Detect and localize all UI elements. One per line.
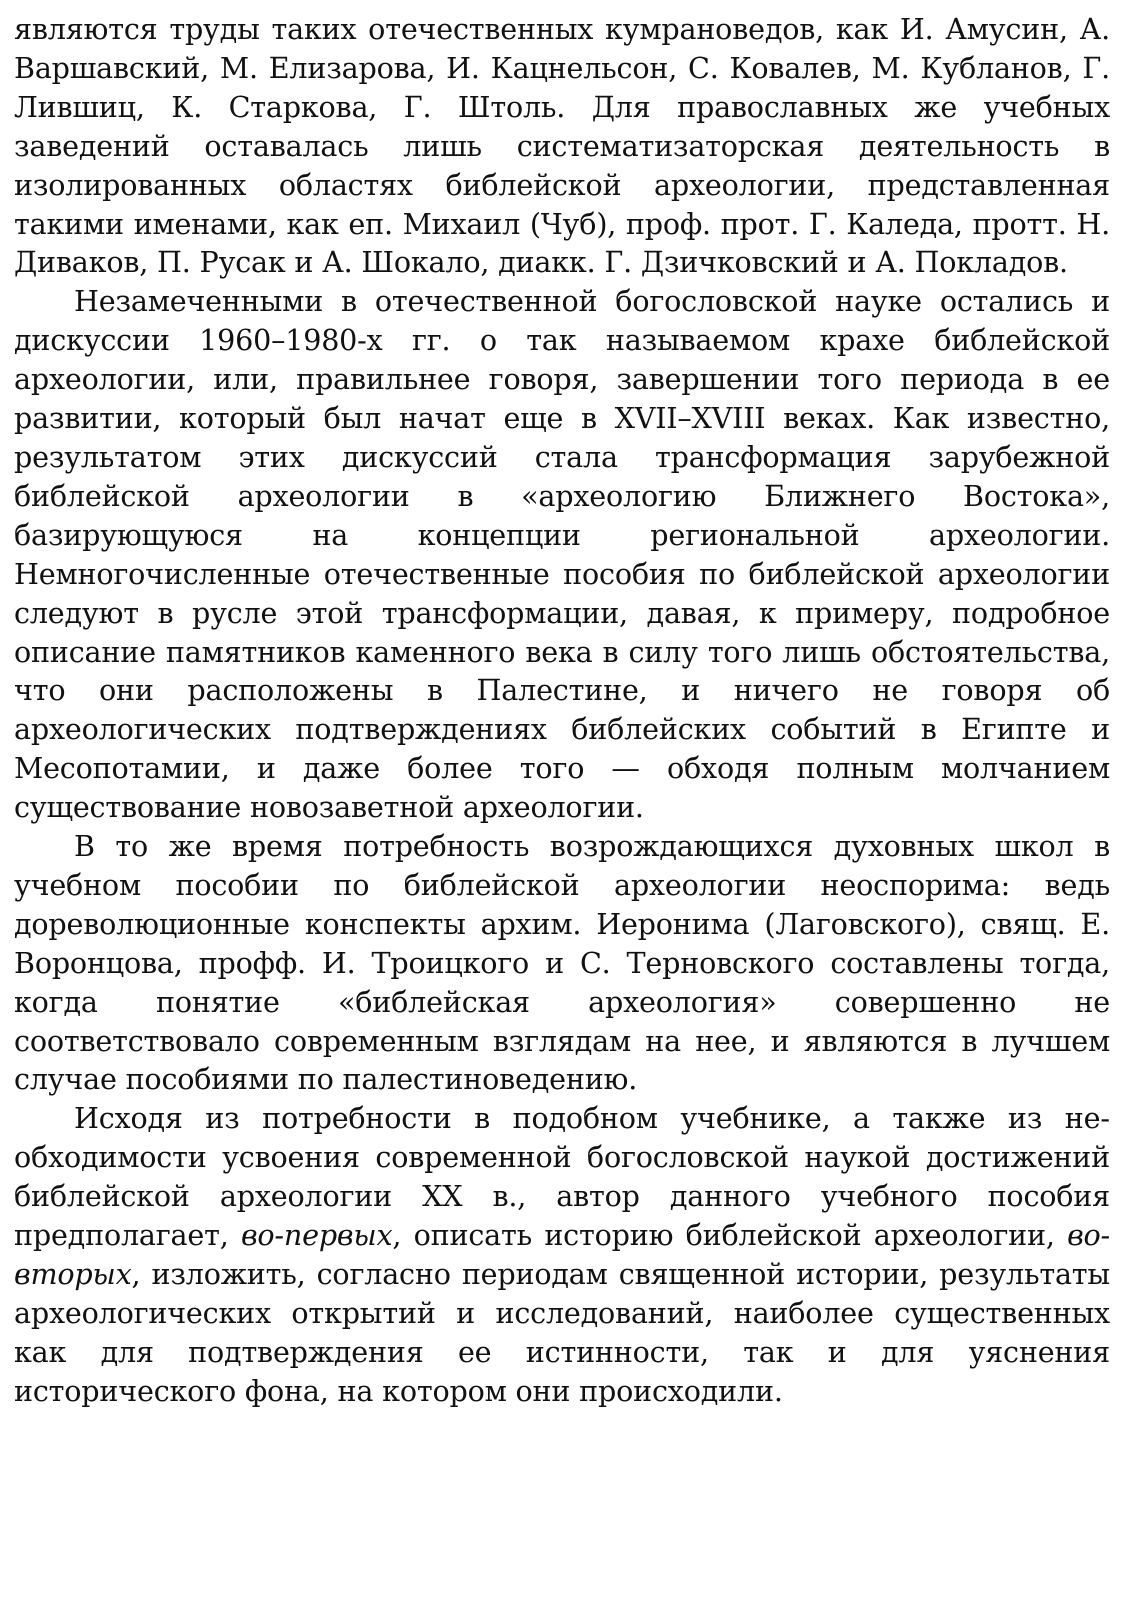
paragraph-4 [14,1099,1110,1410]
paragraph-3 [14,827,1110,1099]
paragraph-4-text-start: Исходя из потребности в подобном учебнике, а также из необходимости усвоения современной богословской наукой достижений библейской археологии XX в., автор данного учебного пособия предполагает, [14,1101,1110,1253]
paragraph-2-text: Незамеченными в отечественной богословской науке остались и дискуссии 1960–1980-х гг. о так называемом крахе библейской археологии, или, правильнее говоря, завершении того периода в ее развитии, который был начат еще в XVII–XVIII веках. Как известно, результатом этих дискуссий стала трансформация зарубежной библейской археологии в «археологию Ближнего Востока», базирующуюся на концепции региональной археологии. Немногочисленные отечественные пособия по библейской археологии следуют в русле этой трансформации, давая, к примеру, подробное описание памятников каменного века в силу того лишь обстоятельства, что они расположены в Палестине, и ничего не говоря об археологических подтверждениях библейских событий в Египте и Месопотамии, и даже более того — обходя полным молчанием существование новозаветной археологии. [14,284,1110,825]
paragraph-4-text-middle: , описать историю библейской археологии, [392,1218,1068,1253]
paragraph-4-italic-first: во-первых [240,1218,393,1253]
paragraph-3-text: В то же время потребность возрождающихся духовных школ в учебном пособии по библейской археологии неоспорима: ведь дореволюционные конспекты архим. Иеронима (Лаговского), свящ. Е. Воронцова, профф. И. Троицкого и С. Терновского составлены тогда, когда понятие «библейская археология» совершенно не соответствовало современным взглядам на нее, и являются в лучшем случае пособиями по палестиноведению. [14,829,1110,1097]
paragraph-4-italic-second: во-вторых [14,1218,1110,1291]
paragraph-2 [14,282,1110,827]
paragraph-1-text: являются труды таких отечественных кумрановедов, как И. Амусин, А. Варшавский, М. Елизарова, И. Кацнельсон, С. Ковалев, М. Кубланов, Г. Лившиц, К. Старкова, Г. Штоль. Для православных же учебных заведений оставалась лишь систематизаторская деятельность в изолированных областях библейской археологии, представленная такими именами, как еп. Михаил (Чуб), проф. прот. Г. Каледа, протт. Н. Диваков, П. Русак и А. Шокало, диакк. Г. Дзичковский и А. Покладов. [14,12,1110,280]
paragraph-1 [14,10,1110,282]
paragraph-4-text-end: , изложить, согласно периодам священной истории, результаты археологических открытий и исследований, наиболее существенных как для подтверждения ее истинности, так и для уяснения исторического фона, на котором они происходили. [14,1257,1110,1408]
document-page [14,10,1110,1590]
